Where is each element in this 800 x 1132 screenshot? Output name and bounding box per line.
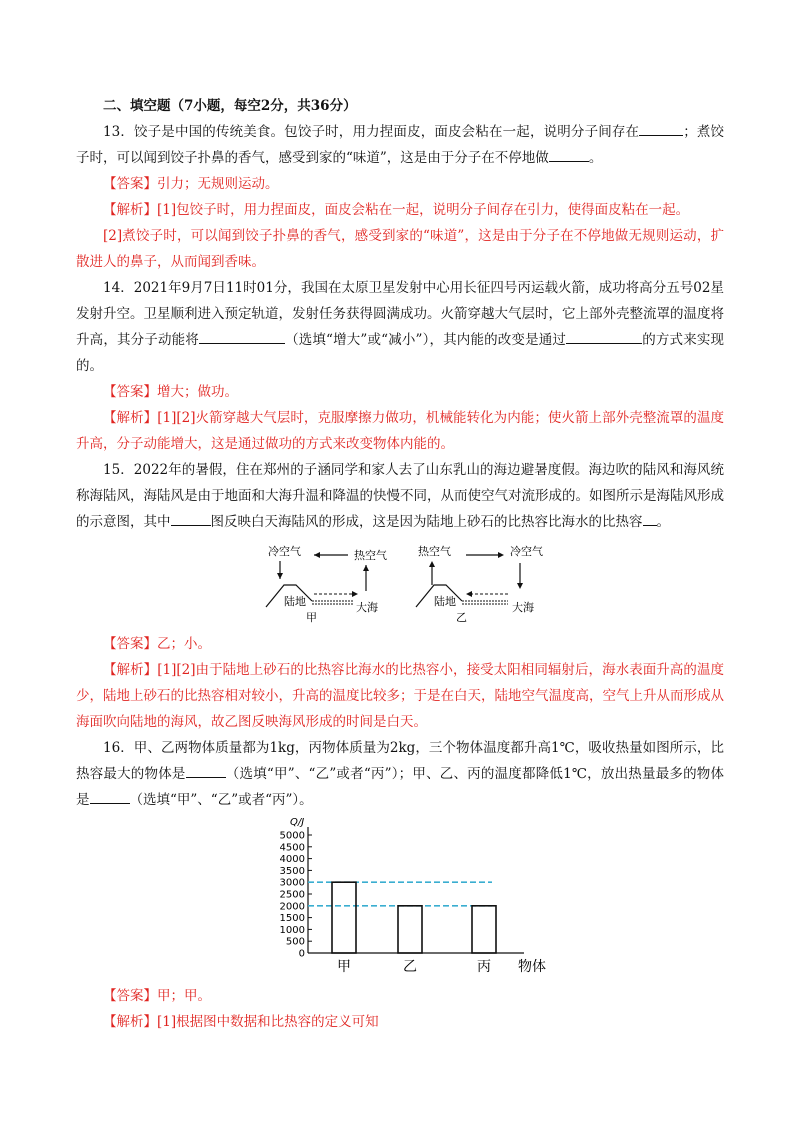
bar-乙 [398,906,422,953]
analysis-text: [1][2]由于陆地上砂石的比热容比海水的比热容小，接受太阳相同辐射后，海水表面升高的温度少，陆地上砂石的比热容相对较小，升高的温度比较多；于是在白天，陆地空气温度高，空气上升从而形成从海面吹向陆地的海风，故乙图反映海风形成的时间是白天。 [76,662,725,730]
caption-yi: 乙 [456,611,467,624]
blank [639,121,683,136]
heat-bar-chart [262,817,552,979]
analysis-tag: 【解析】 [103,410,158,426]
arrowhead [363,565,369,571]
sea-label: 大海 [356,601,378,614]
arrowhead [277,573,283,579]
y-axis-label: Q/J [290,817,305,828]
analysis-text: [1][2]火箭穿越大气层时，克服摩擦力做功，机械能转化为内能；使火箭上部外壳整流罩的温度升高，分子动能增大，这是通过做功的方式来改变物体内能的。 [76,410,725,452]
x-tick-label: 丙 [477,959,491,975]
answer-tag: 【答案】 [103,384,157,400]
q13-answer [76,171,724,197]
q13-text-1: 13．饺子是中国的传统美食。包饺子时，用力捏面皮，面皮会粘在一起，说明分子间存在 [103,124,640,140]
arrowhead [498,552,504,558]
analysis-tag: 【解析】 [103,202,157,218]
answer-text: 引力；无规则运动。 [157,176,279,192]
question-15 [76,457,724,535]
q13-analysis-2: [2]煮饺子时，可以闻到饺子扑鼻的香气，感受到家的“味道”，这是由于分子在不停地做无规则运动，扩散进人的鼻子，从而闻到香味。 [76,228,724,270]
q14-text-3: 的方式来实现的。 [76,332,725,374]
y-tick-label: 1000 [279,924,305,936]
analysis-text: [1]包饺子时，用力捏面皮，面皮会粘在一起，说明分子间存在引力，使得面皮粘在一起。 [157,202,690,218]
y-tick-label: 0 [298,948,305,960]
cold-air-label: 冷空气 [510,545,543,558]
blank [199,329,285,344]
y-tick-label: 3000 [279,877,305,889]
analysis-tag: 【解析】 [103,662,158,678]
arrowhead [517,583,523,589]
answer-tag: 【答案】 [103,988,157,1004]
blank [186,763,226,778]
arrowhead [466,591,472,597]
chart-layer [280,817,546,975]
cold-air-label: 冷空气 [268,545,301,558]
blank [643,511,657,526]
q16-text-1: 16．甲、乙两物体质量都为1kg，丙物体质量为2kg，三个物体温度都升高1℃，吸收热量如图所示，比热容最大的物体是 [76,740,724,782]
arrowhead [352,591,358,597]
q13-text-2: ；煮饺子时，可以闻到饺子扑鼻的香气，感受到家的“味道”，这是由于分子在不停地做 [76,124,724,166]
diagram-jia [266,544,387,624]
q16-text-2: （选填“甲”、“乙”或者“丙”）；甲、乙、丙的温度都降低1℃，放出热量最多的物体是 [76,766,724,808]
sea-label: 大海 [512,601,534,614]
y-tick-label: 5000 [279,830,305,842]
analysis-text: [1]根据图中数据和比热容的定义可知 [157,1014,379,1030]
q16-analysis [76,1009,724,1035]
caption-jia: 甲 [306,611,317,624]
blank [549,147,589,162]
answer-text: 甲；甲。 [157,988,211,1004]
q15-text-1: 15．2022年的暑假，住在郑州的子涵同学和家人去了山东乳山的海边避暑度假。海边吹的陆风和海风统称海陆风，海陆风是由于地面和大海升温和降温的快慢不同，从而使空气对流形成的。如图所示是海陆风形成的示意图，其中 [76,462,724,530]
diagram-yi [416,544,543,624]
q15-text-2: 图反映白天海陆风的形成，这是因为陆地上砂石的比热容比海水的比热容 [210,514,643,530]
blank [90,789,130,804]
y-tick-label: 3500 [279,865,305,877]
bar-甲 [332,882,356,953]
q15-text-3: 。 [656,514,670,530]
q14-text-1: 14．2021年9月7日11时01分，我国在太原卫星发射中心用长征四号丙运载火箭，成功将高分五号02星发射升空。卫星顺利进入预定轨道，发射任务获得圆满成功。火箭穿越大气层时，它上部外壳整流罩的温度将升高，其分子动能将 [76,280,724,348]
question-14 [76,275,724,379]
question-16 [76,735,724,813]
x-tick-label: 乙 [403,959,417,975]
x-tick-label: 甲 [337,959,351,975]
hot-air-label: 热空气 [354,549,387,562]
q14-text-2: （选填“增大”或“减小”），其内能的改变是通过 [284,332,567,348]
bar-丙 [472,906,496,953]
blank [566,329,642,344]
hot-air-label: 热空气 [418,545,451,558]
y-tick-label: 4500 [279,842,305,854]
q16-text-3: （选填“甲”、“乙”或者“丙”）。 [129,792,313,808]
y-tick-label: 500 [285,936,305,948]
question-13 [76,119,724,171]
land-label: 陆地 [284,595,306,608]
q15-answer [76,631,724,657]
q16-answer [76,983,724,1009]
arrowhead [314,552,320,558]
answer-tag: 【答案】 [103,176,157,192]
document-page [76,93,724,1035]
analysis-tag: 【解析】 [103,1014,157,1030]
arrowhead [429,561,435,567]
q14-answer [76,379,724,405]
section-heading: 二、填空题（7小题，每空2分，共36分） [103,98,357,114]
blank [171,511,211,526]
q15-analysis [76,657,724,735]
q14-analysis [76,405,724,457]
y-tick-label: 2500 [279,889,305,901]
sea-land-breeze-figure [262,541,552,625]
y-tick-label: 1500 [279,913,305,925]
land-label: 陆地 [434,595,456,608]
y-tick-label: 2000 [279,901,305,913]
y-tick-label: 4000 [279,854,305,866]
q13-text-3: 。 [588,150,603,166]
answer-text: 乙；小。 [157,636,211,652]
answer-text: 增大；做功。 [157,384,238,400]
answer-tag: 【答案】 [103,636,157,652]
x-axis-label: 物体 [518,959,546,975]
q13-analysis-1 [76,197,724,223]
